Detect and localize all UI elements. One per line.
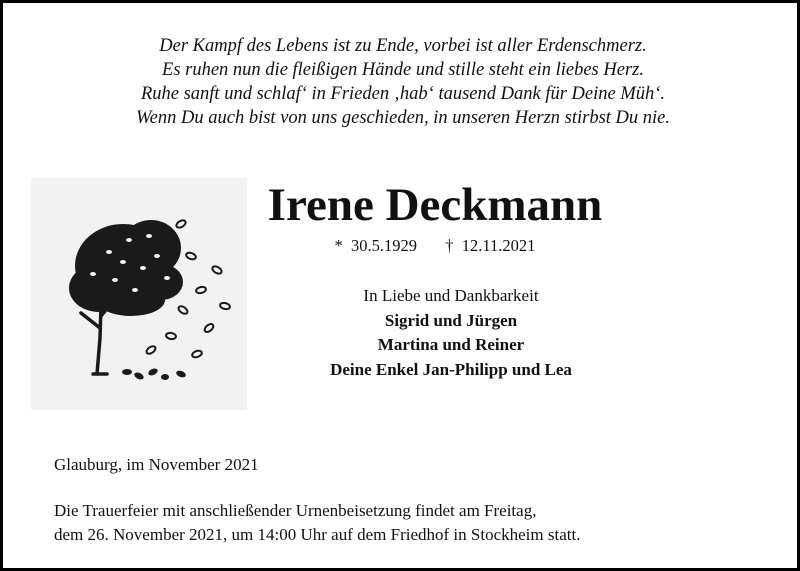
birth-date: 30.5.1929	[351, 236, 418, 255]
deceased-name: Irene Deckmann	[267, 179, 603, 231]
place-and-date: Glauburg, im November 2021	[54, 455, 259, 474]
mourners-block	[273, 284, 629, 382]
death-symbol: †	[445, 236, 454, 255]
mourner-name: Sigrid und Jürgen	[384, 310, 518, 330]
poem-line: Es ruhen nun die fleißigen Hände und stille steht ein liebes Herz.	[162, 60, 644, 80]
service-info	[54, 499, 580, 547]
mourner-name: Deine Enkel Jan-Philipp und Lea	[330, 359, 572, 379]
tree-with-falling-leaves-icon	[31, 178, 247, 410]
life-dates	[253, 236, 617, 256]
poem	[3, 34, 800, 130]
service-line: Die Trauerfeier mit anschließender Urnenbeisetzung findet am Freitag,	[54, 501, 537, 520]
poem-line: Ruhe sanft und schlaf‘ in Frieden ‚hab‘ tausend Dank für Deine Müh‘.	[140, 84, 666, 104]
poem-line: Wenn Du auch bist von uns geschieden, in unseren Herzn stirbst Du nie.	[135, 108, 671, 128]
poem-line: Der Kampf des Lebens ist zu Ende, vorbei ist aller Erdenschmerz.	[159, 36, 647, 56]
mourner-name: Martina und Reiner	[377, 335, 525, 354]
birth-symbol: *	[334, 236, 343, 255]
mourners-intro: In Liebe und Dankbarkeit	[363, 286, 539, 305]
death-date: 12.11.2021	[461, 236, 536, 255]
service-line: dem 26. November 2021, um 14:00 Uhr auf dem Friedhof in Stockheim statt.	[54, 525, 581, 544]
